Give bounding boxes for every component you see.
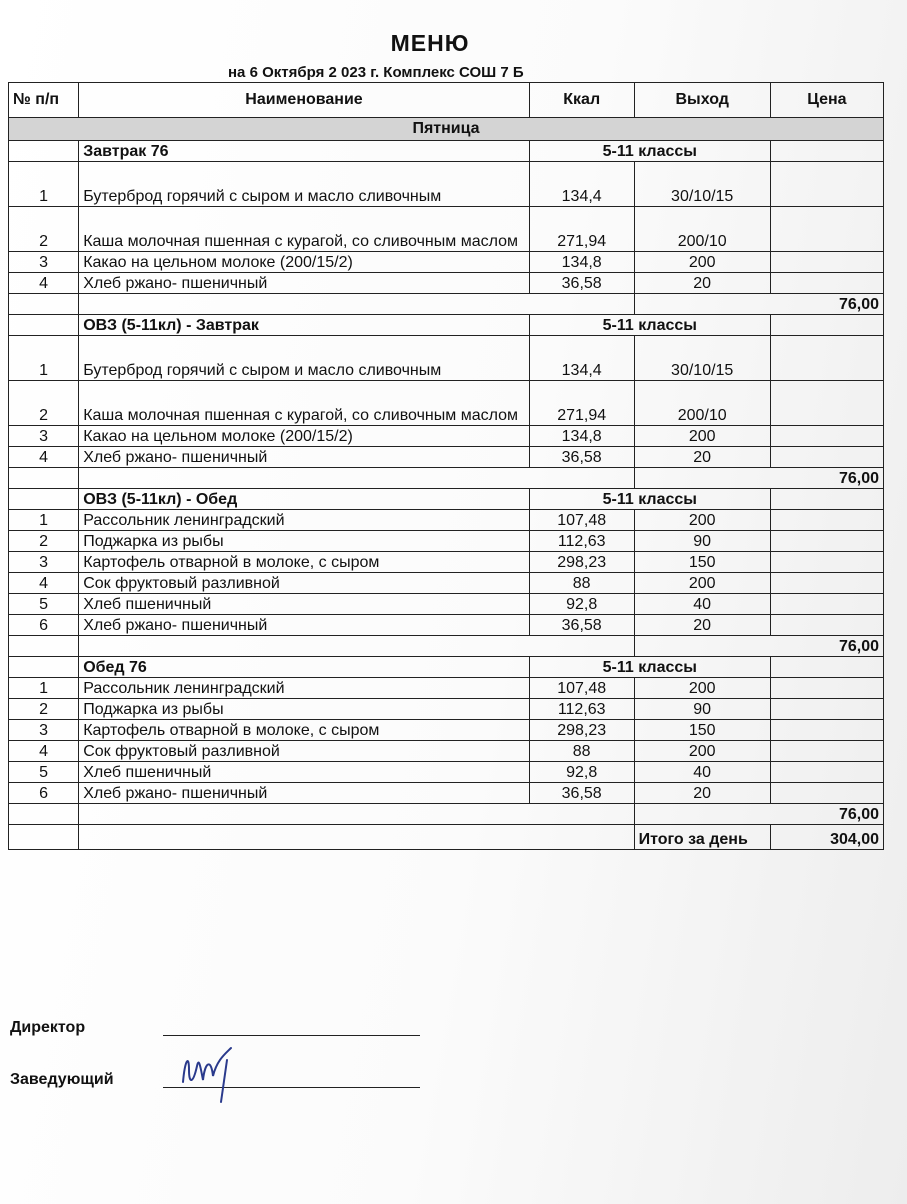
- item-no: 5: [9, 594, 79, 615]
- item-no: 2: [9, 207, 79, 252]
- item-out: 150: [634, 552, 770, 573]
- item-kcal: 271,94: [529, 381, 634, 426]
- item-name: Хлеб ржано- пшеничный: [79, 447, 530, 468]
- item-kcal: 112,63: [529, 531, 634, 552]
- item-price: [770, 678, 883, 699]
- total-value: 304,00: [770, 825, 883, 850]
- table-row: [9, 510, 884, 531]
- item-kcal: 36,58: [529, 783, 634, 804]
- handwritten-signature: [175, 1040, 265, 1110]
- item-no: 3: [9, 720, 79, 741]
- table-row: [9, 762, 884, 783]
- item-kcal: 92,8: [529, 762, 634, 783]
- item-name: Хлеб пшеничный: [79, 594, 530, 615]
- item-no: 4: [9, 741, 79, 762]
- item-kcal: 107,48: [529, 510, 634, 531]
- item-price: [770, 783, 883, 804]
- item-out: 200: [634, 252, 770, 273]
- item-kcal: 112,63: [529, 699, 634, 720]
- item-out: 40: [634, 594, 770, 615]
- item-out: 90: [634, 699, 770, 720]
- item-name: Хлеб ржано- пшеничный: [79, 615, 530, 636]
- section-title: ОВЗ (5-11кл) - Завтрак: [79, 315, 530, 336]
- section-grade: 5-11 классы: [529, 657, 770, 678]
- item-out: 200: [634, 510, 770, 531]
- section-grade: 5-11 классы: [529, 315, 770, 336]
- table-row: [9, 783, 884, 804]
- sum-no-cell: [9, 804, 79, 825]
- page-title: МЕНЮ: [390, 30, 470, 56]
- item-no: 4: [9, 447, 79, 468]
- item-no: 5: [9, 762, 79, 783]
- item-price: [770, 336, 883, 381]
- item-out: 20: [634, 273, 770, 294]
- header-name: Наименование: [79, 83, 530, 118]
- item-out: 200/10: [634, 207, 770, 252]
- total-row: [9, 825, 884, 850]
- item-no: 2: [9, 381, 79, 426]
- item-out: 200: [634, 741, 770, 762]
- item-out: 200: [634, 426, 770, 447]
- sum-spacer: [79, 636, 634, 657]
- item-name: Бутерброд горячий с сыром и масло сливочным: [79, 162, 530, 207]
- director-label: Директор: [10, 1019, 86, 1036]
- total-no-cell: [9, 825, 79, 850]
- section-grade: 5-11 классы: [529, 141, 770, 162]
- item-kcal: 134,8: [529, 252, 634, 273]
- header-price: Цена: [770, 83, 883, 118]
- section-price-cell: [770, 657, 883, 678]
- table-row: [9, 207, 884, 252]
- item-no: 3: [9, 426, 79, 447]
- section-no-cell: [9, 489, 79, 510]
- item-name: Какао на цельном молоке (200/15/2): [79, 426, 530, 447]
- header-out: Выход: [634, 83, 770, 118]
- item-name: Поджарка из рыбы: [79, 699, 530, 720]
- section-title: Обед 76: [79, 657, 530, 678]
- item-price: [770, 510, 883, 531]
- header-kcal: Ккал: [529, 83, 634, 118]
- day-row: [9, 118, 884, 141]
- section-sum-row: [9, 294, 884, 315]
- section-row: [9, 657, 884, 678]
- table-row: [9, 615, 884, 636]
- sum-spacer: [79, 294, 634, 315]
- table-row: [9, 741, 884, 762]
- item-kcal: 298,23: [529, 552, 634, 573]
- item-no: 1: [9, 678, 79, 699]
- sum-no-cell: [9, 294, 79, 315]
- item-price: [770, 426, 883, 447]
- item-name: Какао на цельном молоке (200/15/2): [79, 252, 530, 273]
- section-row: [9, 141, 884, 162]
- item-out: 30/10/15: [634, 162, 770, 207]
- item-name: Картофель отварной в молоке, с сыром: [79, 552, 530, 573]
- item-name: Каша молочная пшенная с курагой, со сливочным маслом: [79, 381, 530, 426]
- item-no: 3: [9, 552, 79, 573]
- menu-subtitle: на 6 Октября 2 023 г. Комплекс СОШ 7 Б: [228, 64, 524, 81]
- section-no-cell: [9, 315, 79, 336]
- table-row: [9, 573, 884, 594]
- item-kcal: 271,94: [529, 207, 634, 252]
- item-out: 200: [634, 573, 770, 594]
- section-title: Завтрак 76: [79, 141, 530, 162]
- item-name: Каша молочная пшенная с курагой, со сливочным маслом: [79, 207, 530, 252]
- table-row: [9, 381, 884, 426]
- item-price: [770, 447, 883, 468]
- item-name: Хлеб ржано- пшеничный: [79, 783, 530, 804]
- item-out: 40: [634, 762, 770, 783]
- section-price-cell: [770, 315, 883, 336]
- table-row: [9, 720, 884, 741]
- table-row: [9, 531, 884, 552]
- item-no: 4: [9, 273, 79, 294]
- item-no: 4: [9, 573, 79, 594]
- item-no: 1: [9, 162, 79, 207]
- section-sum-row: [9, 468, 884, 489]
- item-name: Бутерброд горячий с сыром и масло сливочным: [79, 336, 530, 381]
- table-row: [9, 426, 884, 447]
- section-price-cell: [770, 141, 883, 162]
- section-sum-row: [9, 636, 884, 657]
- section-price-cell: [770, 489, 883, 510]
- item-no: 6: [9, 783, 79, 804]
- item-out: 20: [634, 447, 770, 468]
- section-sum: 76,00: [634, 294, 883, 315]
- item-out: 150: [634, 720, 770, 741]
- item-price: [770, 252, 883, 273]
- item-out: 200/10: [634, 381, 770, 426]
- item-price: [770, 762, 883, 783]
- item-kcal: 88: [529, 741, 634, 762]
- section-no-cell: [9, 657, 79, 678]
- table-row: [9, 252, 884, 273]
- item-no: 3: [9, 252, 79, 273]
- table-header-row: [9, 83, 884, 118]
- table-row: [9, 699, 884, 720]
- item-kcal: 134,8: [529, 426, 634, 447]
- menu-table: [8, 82, 884, 850]
- item-no: 2: [9, 531, 79, 552]
- item-price: [770, 531, 883, 552]
- item-price: [770, 615, 883, 636]
- table-row: [9, 447, 884, 468]
- section-sum-row: [9, 804, 884, 825]
- item-out: 90: [634, 531, 770, 552]
- item-kcal: 36,58: [529, 447, 634, 468]
- item-name: Сок фруктовый разливной: [79, 741, 530, 762]
- item-out: 20: [634, 615, 770, 636]
- item-kcal: 134,4: [529, 336, 634, 381]
- item-price: [770, 594, 883, 615]
- item-name: Поджарка из рыбы: [79, 531, 530, 552]
- sum-no-cell: [9, 468, 79, 489]
- item-price: [770, 741, 883, 762]
- item-price: [770, 720, 883, 741]
- header-no: № п/п: [9, 83, 79, 118]
- section-row: [9, 315, 884, 336]
- table-row: [9, 336, 884, 381]
- item-no: 2: [9, 699, 79, 720]
- table-row: [9, 552, 884, 573]
- section-sum: 76,00: [634, 804, 883, 825]
- head-label: Заведующий: [10, 1071, 114, 1088]
- section-grade: 5-11 классы: [529, 489, 770, 510]
- item-name: Хлеб пшеничный: [79, 762, 530, 783]
- item-price: [770, 162, 883, 207]
- item-kcal: 298,23: [529, 720, 634, 741]
- total-spacer: [79, 825, 634, 850]
- table-row: [9, 273, 884, 294]
- item-kcal: 134,4: [529, 162, 634, 207]
- item-no: 1: [9, 336, 79, 381]
- item-kcal: 36,58: [529, 615, 634, 636]
- sum-no-cell: [9, 636, 79, 657]
- item-out: 200: [634, 678, 770, 699]
- item-kcal: 92,8: [529, 594, 634, 615]
- item-kcal: 36,58: [529, 273, 634, 294]
- table-row: [9, 678, 884, 699]
- day-label: Пятница: [9, 118, 884, 141]
- director-signature-line: [163, 1035, 420, 1036]
- item-no: 1: [9, 510, 79, 531]
- section-sum: 76,00: [634, 468, 883, 489]
- section-row: [9, 489, 884, 510]
- section-no-cell: [9, 141, 79, 162]
- section-sum: 76,00: [634, 636, 883, 657]
- item-name: Хлеб ржано- пшеничный: [79, 273, 530, 294]
- item-price: [770, 552, 883, 573]
- table-row: [9, 594, 884, 615]
- item-name: Картофель отварной в молоке, с сыром: [79, 720, 530, 741]
- item-price: [770, 207, 883, 252]
- item-no: 6: [9, 615, 79, 636]
- item-price: [770, 381, 883, 426]
- item-out: 30/10/15: [634, 336, 770, 381]
- item-name: Рассольник ленинградский: [79, 510, 530, 531]
- item-price: [770, 699, 883, 720]
- item-kcal: 88: [529, 573, 634, 594]
- sum-spacer: [79, 804, 634, 825]
- item-out: 20: [634, 783, 770, 804]
- item-kcal: 107,48: [529, 678, 634, 699]
- item-price: [770, 273, 883, 294]
- table-row: [9, 162, 884, 207]
- item-price: [770, 573, 883, 594]
- sum-spacer: [79, 468, 634, 489]
- section-title: ОВЗ (5-11кл) - Обед: [79, 489, 530, 510]
- total-label: Итого за день: [634, 825, 770, 850]
- item-name: Рассольник ленинградский: [79, 678, 530, 699]
- item-name: Сок фруктовый разливной: [79, 573, 530, 594]
